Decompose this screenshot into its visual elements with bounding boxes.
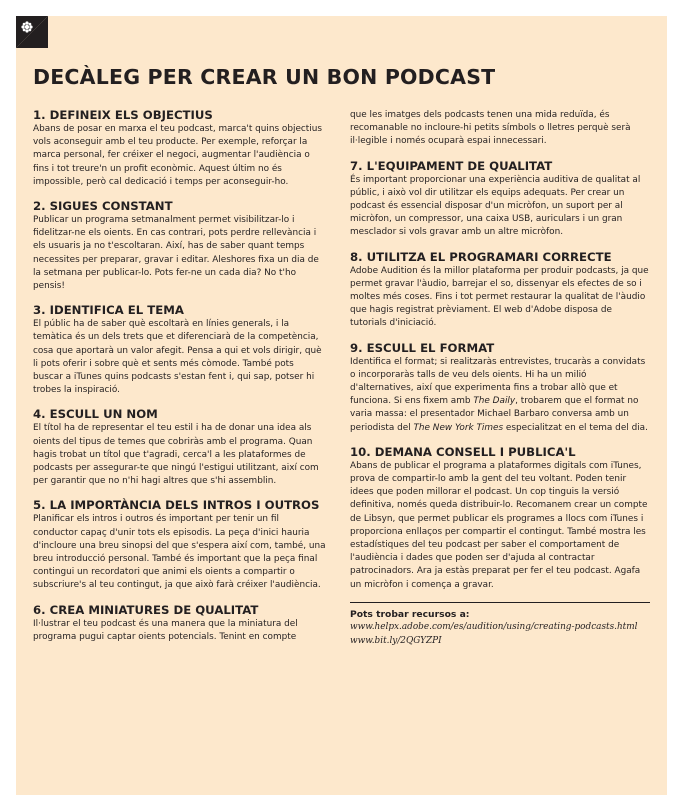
article-panel	[16, 16, 667, 795]
section-heading: 5. LA IMPORTÀNCIA DELS INTROS I OUTROS	[33, 498, 320, 513]
resource-link-bitly[interactable]: www.bit.ly/2QGYZPI	[350, 635, 442, 646]
section-6-continued	[350, 109, 650, 149]
body-text: Identifica el format; si realitzaràs entrevistes, trucaràs a convidats o incorporaràs talls de veu dels oients. Hi ha un milió d'alternatives, així que experimenta fins a trobar allò que et funciona. Si ens fixem amb	[350, 356, 646, 407]
section-4	[33, 407, 326, 488]
section-heading: 8. UTILITZA EL PROGRAMARI CORRECTE	[350, 249, 612, 264]
section-8	[350, 250, 650, 331]
publication-title: The Daily	[473, 396, 516, 407]
right-column	[350, 109, 650, 648]
section-7	[350, 159, 650, 240]
left-column	[33, 108, 326, 654]
section-heading: 4. ESCULL UN NOM	[33, 407, 158, 422]
section-10	[350, 445, 650, 592]
section-body: És important proporcionar una experiència auditiva de qualitat al públic, i això vol dir utilitzar els equips adequats. Per crear un podcast és essencial disposar d'un micròfon, un suport per al micròfon, un compressor, una caixa USB, auriculars i un gran mesclador si vols gravar amb un altre micròfon.	[350, 174, 641, 238]
publication-title: The New York Times	[413, 422, 504, 433]
section-heading: 3. IDENTIFICA EL TEMA	[33, 303, 184, 318]
section-body: Abans de publicar el programa a plataformes digitals com iTunes, prova de compartir-lo amb la gent del teu voltant. Poden tenir idees que poden millorar el podcast. Un cop tinguis la versió definitiva, només queda distribuir-lo. Recomanem crear un compte de Libsyn, que permet publicar els programes a llocs com iTunes i proporciona enllaços per compartir el contingut. També mostra les estadístiques del teu podcast per saber el comportament de l'audiència i dades que poden ser d'ajuda al contractar patrocinadors. Ara ja estàs preparat per fer el teu podcast. Agafa un micròfon i comença a gravar.	[350, 460, 648, 590]
section-body: El públic ha de saber què escoltarà en línies generals, i la temàtica és un dels trets que et diferenciarà de la competència, cosa que aportarà un valor afegit. Pensa a qui et vols dirigir, què li pots oferir i sobre què et sents més còmode. També pots buscar a iTunes quins podcasts s'estan fent i, qui sap, potser hi trobes la inspiració.	[33, 319, 322, 396]
section-body: Abans de posar en marxa el teu podcast, marca't quins objectius vols aconseguir amb el teu producte. Per exemple, reforçar la marca personal, fer créixer el negoci, augmentar l'audiència o fins i tot treure'n un profit econòmic. Aquest últim no és impossible, però cal dedicació i temps per aconseguir-ho.	[33, 124, 322, 187]
section-body: Adobe Audition és la millor plataforma per produir podcasts, ja que permet gravar l'àudio, barrejar el so, dissenyar els efectes de so i moltes més coses. Fins i tot permet restaurar la qualitat de l'àudio que hagis registrat prèviament. El web d'Adobe disposa de tutorials d'iniciació.	[350, 265, 649, 329]
divider	[350, 602, 650, 604]
corner-badge	[16, 16, 48, 48]
resource-link-adobe[interactable]: www.helpx.adobe.com/es/audition/using/creating-podcasts.html	[350, 622, 638, 633]
resources-box	[350, 608, 650, 647]
resources-label: Pots trobar recursos a:	[350, 609, 470, 621]
section-body: Il·lustrar el teu podcast és una manera que la miniatura del programa pugui captar oients potencials. Tenint en compte	[33, 618, 298, 642]
section-5	[33, 498, 326, 592]
section-6	[33, 603, 326, 644]
section-1	[33, 108, 326, 189]
section-heading: 9. ESCULL EL FORMAT	[350, 340, 495, 355]
section-body: Planificar els intros i outros és important per tenir un fil conductor capaç d'unir tots els episodis. La peça d'inici hauria d'incloure una breu sinopsi del que s'espera així com, també, una breu introducció personal. També és important que la peça final contingui un recordatori que animi els oients a compartir o subscriure's al teu contingut, ja que això farà créixer l'audiència.	[33, 514, 326, 591]
section-9	[350, 341, 650, 435]
section-heading: 10. DEMANA CONSELL I PUBLICA'L	[350, 444, 576, 459]
gear-flower-icon	[16, 16, 48, 48]
section-body	[350, 356, 650, 435]
body-text: especialitzat en el tema del dia.	[503, 422, 648, 433]
body-text: , trobarem que el format no varia massa: el presentador Michael Barbaro conversa amb un periodista del	[350, 396, 639, 433]
section-2	[33, 199, 326, 293]
section-body: Publicar un programa setmanalment permet visibilitzar-lo i fidelitzar-ne els oients. En cas contrari, pots perdre rellevància i els usuaris ja no t'escoltaran. Així, has de saber quant temps necessites per preparar, gravar i editar. Aleshores fixa un dia de la setmana per publicar-lo. Pots fer-ne un cada dia? No t'ho pensis!	[33, 215, 319, 292]
page-title: DECÀLEG PER CREAR UN BON PODCAST	[33, 65, 496, 89]
section-heading: 7. L'EQUIPAMENT DE QUALITAT	[350, 158, 553, 173]
section-heading: 6. CREA MINIATURES DE QUALITAT	[33, 602, 259, 617]
section-heading: 1. DEFINEIX ELS OBJECTIUS	[33, 108, 213, 122]
section-3	[33, 303, 326, 397]
section-body-continued: que les imatges dels podcasts tenen una mida reduïda, és recomanable no incloure-hi petits símbols o lletres perquè serà il·legible i només ocuparà espai innecessari.	[350, 110, 631, 147]
section-heading: 2. SIGUES CONSTANT	[33, 199, 173, 214]
section-body: El títol ha de representar el teu estil i ha de donar una idea als oients del tipus de temes que cobriràs amb el programa. Quan hagis trobat un títol que t'agradi, cerca'l a les plataformes de podcasts per assegurar-te que ningú l'estigui utilitzant, així com per garantir que no n'hi hagi altres que s'hi assemblin.	[33, 423, 319, 487]
